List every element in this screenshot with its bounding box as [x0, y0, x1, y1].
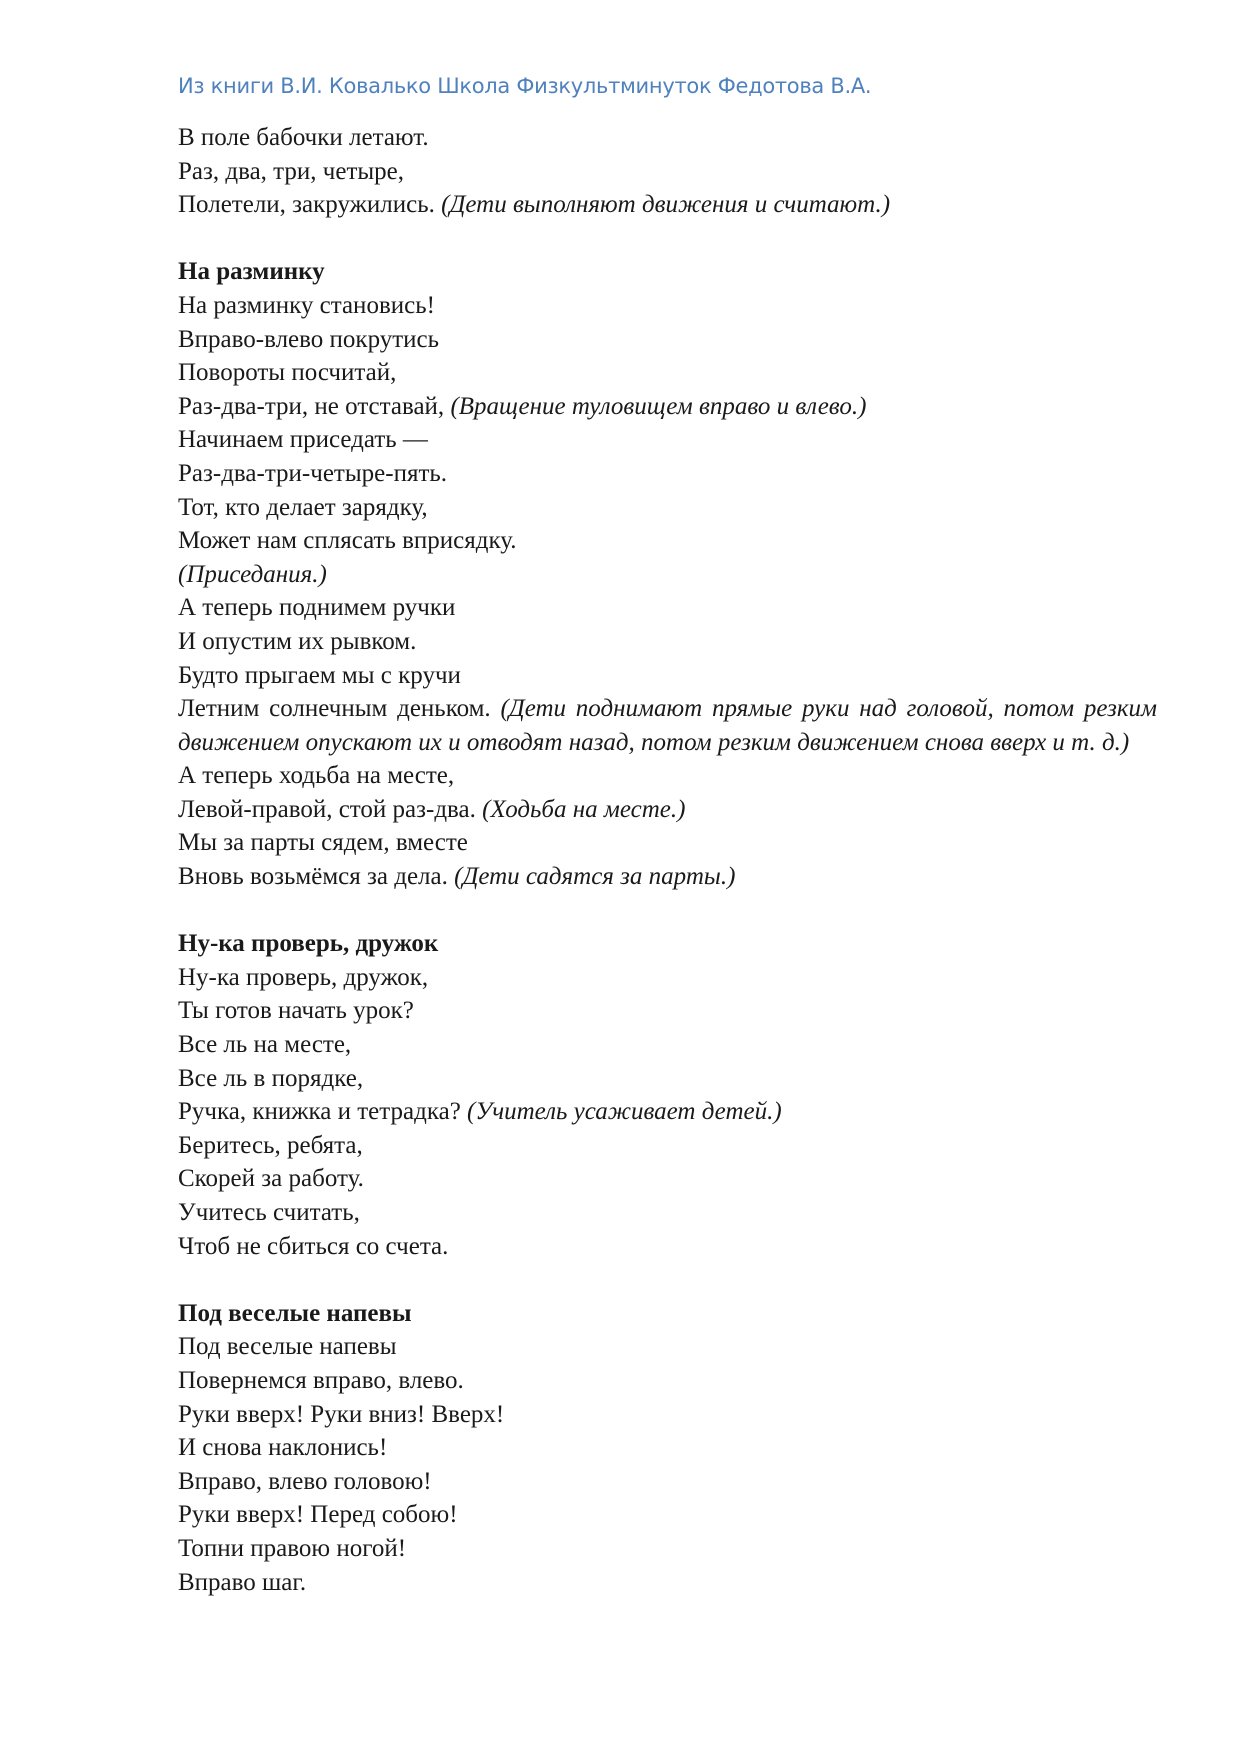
intro-line-3-text: Полетели, закружились.: [178, 191, 442, 219]
warmup-line-5: Начинаем приседать —: [178, 426, 428, 454]
warmup-line-4-note: (Вращение туловищем вправо и влево.): [450, 392, 867, 420]
warmup-line-4-text: Раз-два-три, не отставай,: [178, 392, 451, 420]
warmup-line-15: [178, 793, 1157, 827]
songs-line-5: Вправо, влево головою!: [178, 1467, 432, 1495]
check-line-8: Учитесь считать,: [178, 1199, 360, 1226]
intro-line-2: Раз, два, три, четыре,: [178, 157, 405, 185]
warmup-line-12: Будто прыгаем мы с кручи: [178, 661, 461, 689]
intro-line-1: В поле бабочки летают.: [178, 124, 429, 151]
spacer: [178, 894, 1157, 928]
warmup-line-13-note: (Дети поднимают прямые руки над головой, потом резким движением опускают их и отводят назад, потом резким движением снова вверх и т. д.): [178, 695, 1157, 756]
warmup-line-7: Тот, кто делает зарядку,: [178, 493, 428, 521]
warmup-line-15-note: (Ходьба на месте.): [482, 795, 686, 823]
warmup-line-17: [178, 860, 1157, 894]
warmup-line-8: Может нам сплясать вприсядку.: [178, 527, 517, 555]
warmup-line-13: [178, 692, 1157, 759]
songs-line-2: Повернемся вправо, влево.: [178, 1366, 464, 1394]
check-line-4: Все ль в порядке,: [178, 1064, 364, 1092]
songs-line-1: Под веселые напевы: [178, 1333, 397, 1361]
check-line-5: [178, 1095, 1157, 1129]
warmup-line-15-text: Левой-правой, стой раз-два.: [178, 795, 483, 823]
warmup-line-17-note: (Дети садятся за парты.): [454, 863, 736, 891]
songs-line-7: Топни правою ногой!: [178, 1534, 407, 1562]
warmup-line-6: Раз-два-три-четыре-пять.: [178, 459, 448, 487]
warmup-line-11: И опустим их рывком.: [178, 627, 417, 655]
section-title-check: Ну-ка проверь, дружок: [178, 930, 439, 958]
spacer: [178, 1263, 1157, 1297]
warmup-line-17-text: Вновь возьмёмся за дела.: [178, 863, 455, 891]
page-header: Из книги В.И. Ковалько Школа Физкультминуток Федотова В.А.: [178, 74, 872, 98]
warmup-line-4: [178, 390, 1157, 424]
intro-line-3-note: (Дети выполняют движения и считают.): [441, 191, 891, 219]
check-line-7: Скорей за работу.: [178, 1165, 364, 1193]
spacer: [178, 222, 1157, 256]
songs-line-4: И снова наклонись!: [178, 1434, 388, 1462]
check-line-5-note: (Учитель усаживает детей.): [467, 1098, 782, 1126]
check-line-2: Ты готов начать урок?: [178, 997, 414, 1025]
intro-line-3: [178, 188, 1157, 222]
section-title-songs: Под веселые напевы: [178, 1299, 412, 1327]
warmup-line-9-note: (Приседания.): [178, 560, 327, 588]
document-body: [178, 121, 1157, 1599]
warmup-line-2: Вправо-влево покрутись: [178, 325, 440, 353]
songs-line-3: Руки вверх! Руки вниз! Вверх!: [178, 1400, 505, 1428]
check-line-5-text: Ручка, книжка и тетрадка?: [178, 1098, 468, 1126]
warmup-line-3: Повороты посчитай,: [178, 359, 397, 387]
check-line-9: Чтоб не сбиться со счета.: [178, 1232, 449, 1260]
songs-line-8: Вправо шаг.: [178, 1568, 307, 1596]
check-line-3: Все ль на месте,: [178, 1031, 352, 1059]
songs-line-6: Руки вверх! Перед собою!: [178, 1501, 458, 1529]
warmup-line-14: А теперь ходьба на месте,: [178, 762, 455, 790]
warmup-line-13-text: Летним солнечным деньком.: [178, 695, 501, 723]
check-line-1: Ну-ка проверь, дружок,: [178, 963, 429, 991]
warmup-line-16: Мы за парты сядем, вместе: [178, 829, 468, 857]
section-title-warmup: На разминку: [178, 258, 325, 286]
check-line-6: Беритесь, ребята,: [178, 1131, 363, 1159]
warmup-line-1: На разминку становись!: [178, 291, 435, 319]
warmup-line-10: А теперь поднимем ручки: [178, 594, 456, 622]
